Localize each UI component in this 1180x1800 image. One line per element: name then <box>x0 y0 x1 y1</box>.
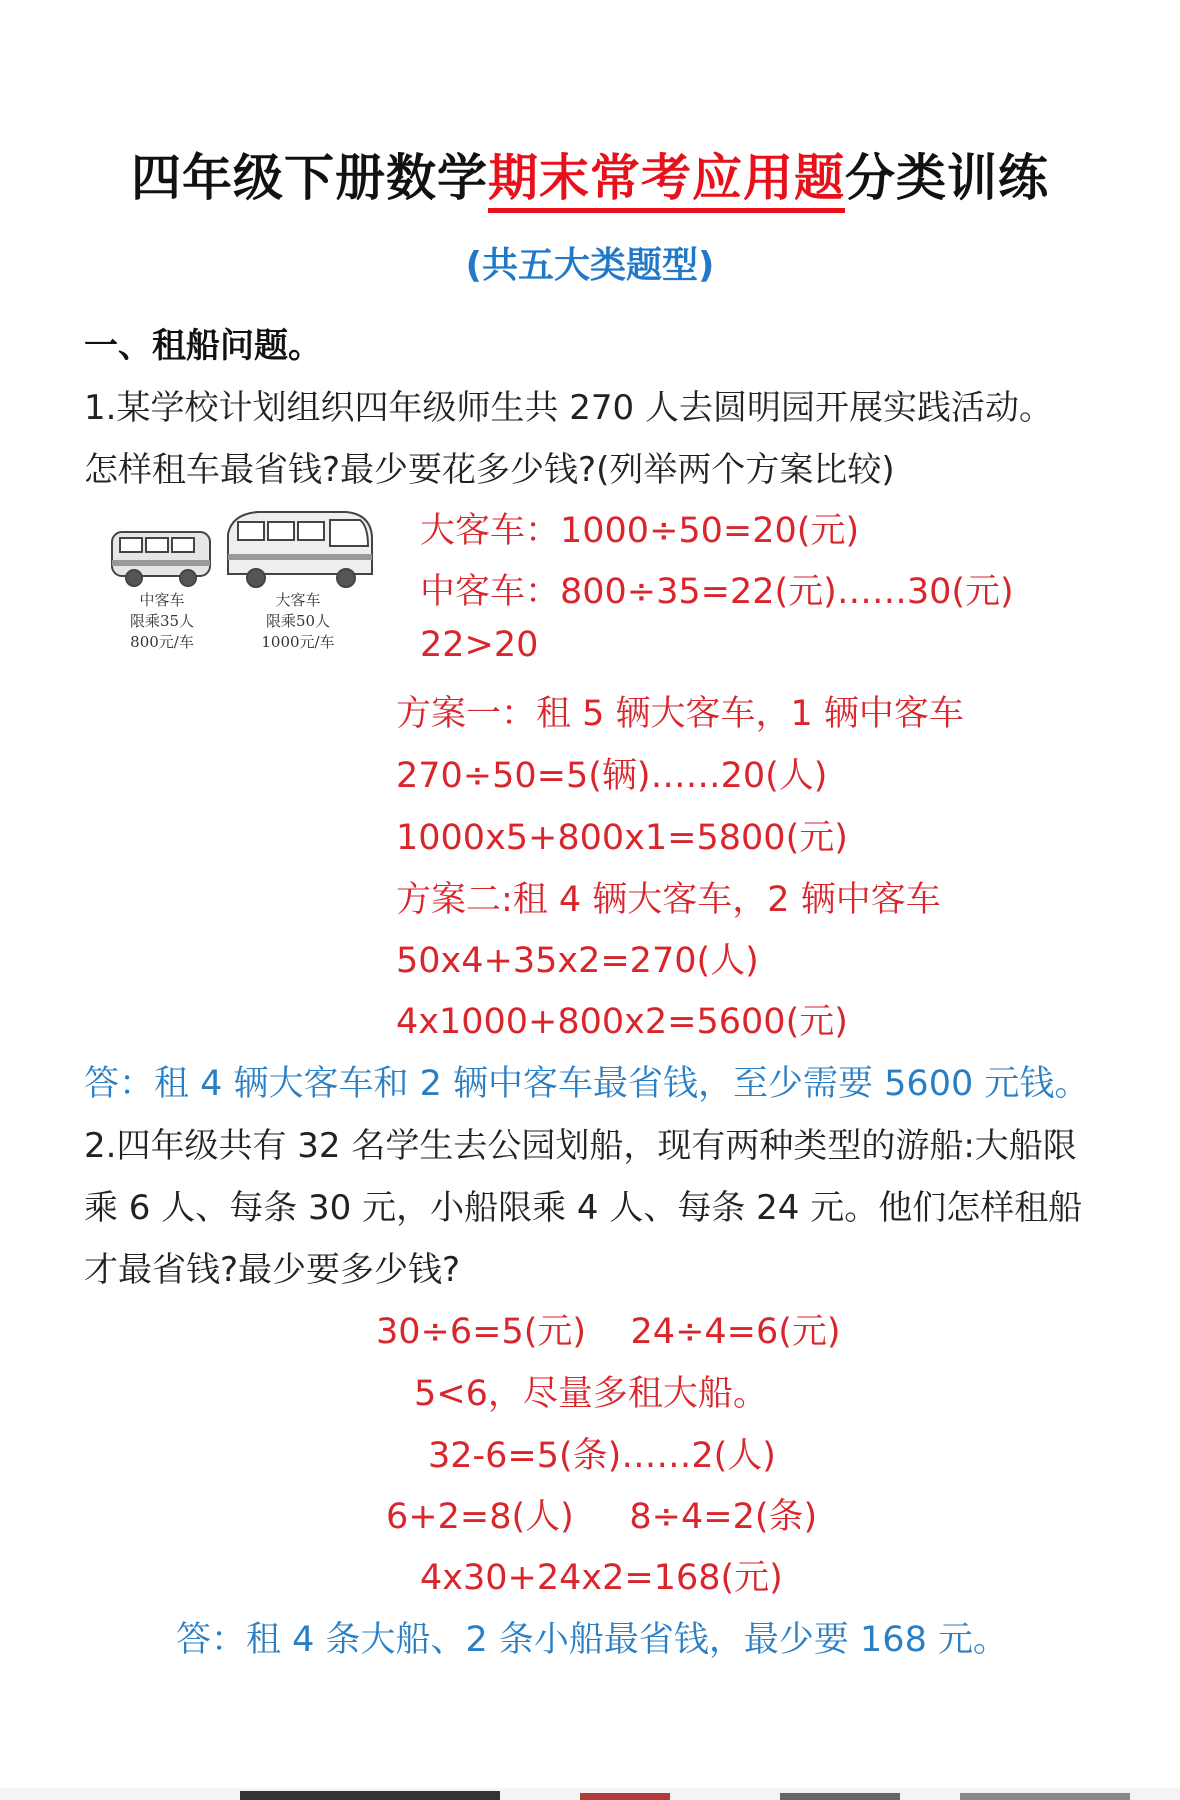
q1-solution-line: 22>20 <box>420 625 539 665</box>
q2-solution-line: 6+2=8(人) 8÷4=2(条) <box>386 1497 818 1537</box>
medium-bus-limit: 限乘35人 <box>129 612 195 630</box>
q1-solution-line: 1000x5+800x1=5800(元) <box>396 818 848 858</box>
q1-solution-line: 中客车：800÷35=22(元)……30(元) <box>420 572 1014 612</box>
q2-solution-line: 4x30+24x2=168(元) <box>420 1558 783 1598</box>
q2-answer: 答：租 4 条大船、2 条小船最省钱，最少要 168 元。 <box>176 1620 1008 1660</box>
section-heading-boat-rental: 一、租船问题。 <box>84 326 322 366</box>
large-bus-limit: 限乘50人 <box>265 612 331 630</box>
medium-bus-price: 800元/车 <box>130 633 194 651</box>
q1-solution-line: 4x1000+800x2=5600(元) <box>396 1002 848 1042</box>
q1-solution-line: 方案一：租 5 辆大客车，1 辆中客车 <box>396 694 964 734</box>
q1-answer: 答：租 4 辆大客车和 2 辆中客车最省钱，至少需要 5600 元钱。 <box>84 1064 1090 1104</box>
q2-solution-line: 5<6，尽量多租大船。 <box>414 1374 768 1414</box>
bus-icons <box>108 506 378 592</box>
medium-bus-caption <box>102 590 222 653</box>
q1-solution-line: 270÷50=5(辆)……20(人) <box>396 756 828 796</box>
medium-bus-icon <box>112 532 210 586</box>
q1-text-line-1: 1.某学校计划组织四年级师生共 270 人去圆明园开展实践活动。 <box>84 388 1053 428</box>
subtitle: (共五大类题型) <box>465 245 715 286</box>
strip-block <box>780 1793 900 1800</box>
large-bus-name: 大客车 <box>275 591 321 609</box>
large-bus-price: 1000元/车 <box>261 633 335 651</box>
q1-solution-line: 大客车：1000÷50=20(元) <box>420 511 860 551</box>
q1-solution-line: 方案二:租 4 辆大客车，2 辆中客车 <box>396 880 941 920</box>
bus-illustration <box>108 506 378 656</box>
q2-text-line-3: 才最省钱?最少要多少钱? <box>84 1250 461 1290</box>
strip-block <box>580 1793 670 1800</box>
q1-text-line-2: 怎样租车最省钱?最少要花多少钱?(列举两个方案比较) <box>84 450 895 490</box>
q2-text-line-1: 2.四年级共有 32 名学生去公园划船，现有两种类型的游船:大船限 <box>84 1126 1077 1166</box>
title-suffix: 分类训练 <box>845 149 1049 207</box>
next-page-strip <box>0 1788 1180 1800</box>
large-bus-icon <box>228 512 372 587</box>
medium-bus-name: 中客车 <box>139 591 185 609</box>
q2-solution-line: 32-6=5(条)……2(人) <box>428 1436 776 1476</box>
q1-solution-line: 50x4+35x2=270(人) <box>396 941 759 981</box>
q2-text-line-2: 乘 6 人、每条 30 元，小船限乘 4 人、每条 24 元。他们怎样租船 <box>84 1188 1083 1228</box>
strip-block <box>960 1793 1130 1800</box>
q2-solution-line: 30÷6=5(元) 24÷4=6(元) <box>376 1312 841 1352</box>
strip-block <box>240 1791 500 1800</box>
large-bus-caption <box>238 590 358 653</box>
title-highlight: 期末常考应用题 <box>488 149 845 213</box>
page-title <box>0 138 1180 210</box>
title-prefix: 四年级下册数学 <box>131 149 488 207</box>
